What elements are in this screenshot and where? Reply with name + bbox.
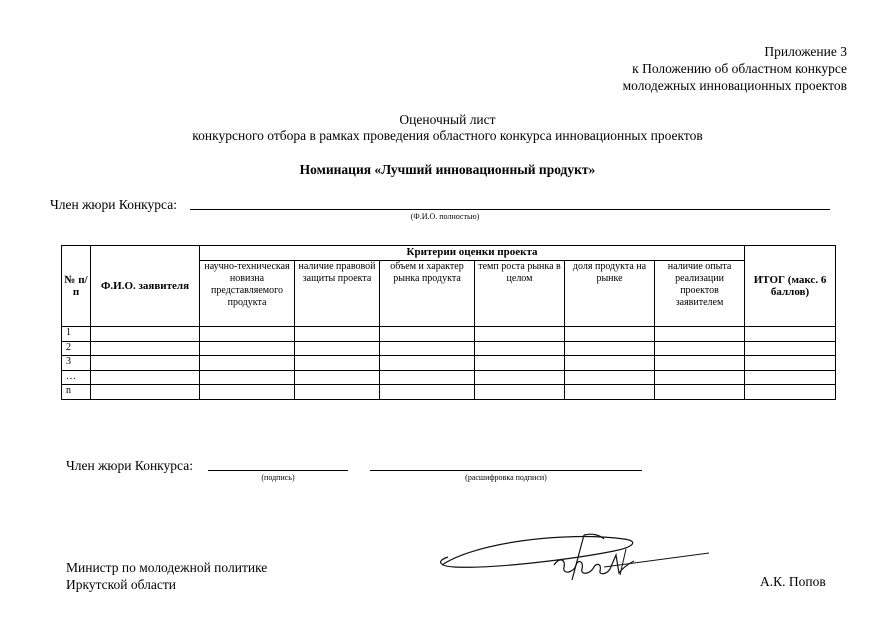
header-applicant-name: Ф.И.О. заявителя <box>91 246 200 327</box>
cell[interactable] <box>295 341 380 356</box>
row-number: 3 <box>62 356 91 371</box>
cell[interactable] <box>475 327 565 342</box>
cell[interactable] <box>91 370 200 385</box>
cell[interactable] <box>91 341 200 356</box>
table-row <box>62 385 836 400</box>
cell[interactable] <box>565 341 655 356</box>
cell[interactable] <box>655 356 745 371</box>
signature-member-label: Член жюри Конкурса: <box>66 458 193 473</box>
appendix-line-3: молодежных инновационных проектов <box>622 78 847 93</box>
cell[interactable] <box>200 370 295 385</box>
cell[interactable] <box>745 341 836 356</box>
cell[interactable] <box>745 356 836 371</box>
row-number: … <box>62 370 91 385</box>
criterion-market-growth: темп роста рынка в целом <box>475 261 565 327</box>
cell[interactable] <box>475 370 565 385</box>
header-number: № п/п <box>62 246 91 327</box>
cell[interactable] <box>380 370 475 385</box>
cell[interactable] <box>91 327 200 342</box>
cell[interactable] <box>565 327 655 342</box>
cell[interactable] <box>655 327 745 342</box>
handwritten-signature <box>434 525 714 585</box>
table-row <box>62 327 836 342</box>
criterion-legal-protection: наличие правовой защиты проекта <box>295 261 380 327</box>
appendix-line-2: к Положению об областном конкурсе <box>632 61 847 76</box>
minister-title <box>66 559 267 593</box>
table-row <box>62 341 836 356</box>
cell[interactable] <box>380 341 475 356</box>
jury-name-line[interactable] <box>190 209 830 210</box>
cell[interactable] <box>295 385 380 400</box>
decoding-line[interactable] <box>370 470 642 471</box>
cell[interactable] <box>200 385 295 400</box>
cell[interactable] <box>655 370 745 385</box>
appendix-line-1: Приложение 3 <box>764 44 847 59</box>
row-number: 2 <box>62 341 91 356</box>
cell[interactable] <box>295 356 380 371</box>
cell[interactable] <box>91 385 200 400</box>
decoding-caption: (расшифровка подписи) <box>465 473 547 482</box>
criterion-novelty: научно-техническая новизна представляемого продукта <box>200 261 295 327</box>
cell[interactable] <box>655 385 745 400</box>
header-criteria: Критерии оценки проекта <box>200 246 745 261</box>
minister-line-2: Иркутской области <box>66 577 177 592</box>
row-number: n <box>62 385 91 400</box>
cell[interactable] <box>380 385 475 400</box>
cell[interactable] <box>200 341 295 356</box>
signatory-name: А.К. Попов <box>760 574 826 589</box>
cell[interactable] <box>200 356 295 371</box>
nomination-title: Номинация «Лучший инновационный продукт» <box>299 162 596 177</box>
cell[interactable] <box>745 370 836 385</box>
signature-caption: (подпись) <box>261 473 295 482</box>
jury-member-label: Член жюри Конкурса: <box>50 197 177 212</box>
jury-name-caption: (Ф.И.О. полностью) <box>410 212 480 221</box>
signature-line[interactable] <box>208 470 348 471</box>
table-row <box>62 370 836 385</box>
cell[interactable] <box>565 356 655 371</box>
cell[interactable] <box>200 327 295 342</box>
document-subtitle: конкурсного отбора в рамках проведения областного конкурса инновационных проектов <box>192 128 703 143</box>
criterion-experience: наличие опыта реализации проектов заявителем <box>655 261 745 327</box>
cell[interactable] <box>475 341 565 356</box>
cell[interactable] <box>565 370 655 385</box>
table-row <box>62 356 836 371</box>
minister-line-1: Министр по молодежной политике <box>66 560 268 575</box>
cell[interactable] <box>380 327 475 342</box>
cell[interactable] <box>91 356 200 371</box>
criterion-market-volume: объем и характер рынка продукта <box>380 261 475 327</box>
cell[interactable] <box>475 356 565 371</box>
cell[interactable] <box>745 385 836 400</box>
document-title: Оценочный лист <box>399 112 496 127</box>
header-total: ИТОГ (макс. 6 баллов) <box>745 246 836 327</box>
cell[interactable] <box>565 385 655 400</box>
cell[interactable] <box>380 356 475 371</box>
cell[interactable] <box>655 341 745 356</box>
cell[interactable] <box>295 370 380 385</box>
appendix-header <box>623 43 847 94</box>
criterion-market-share: доля продукта на рынке <box>565 261 655 327</box>
cell[interactable] <box>475 385 565 400</box>
cell[interactable] <box>745 327 836 342</box>
cell[interactable] <box>295 327 380 342</box>
evaluation-table <box>61 245 836 400</box>
row-number: 1 <box>62 327 91 342</box>
